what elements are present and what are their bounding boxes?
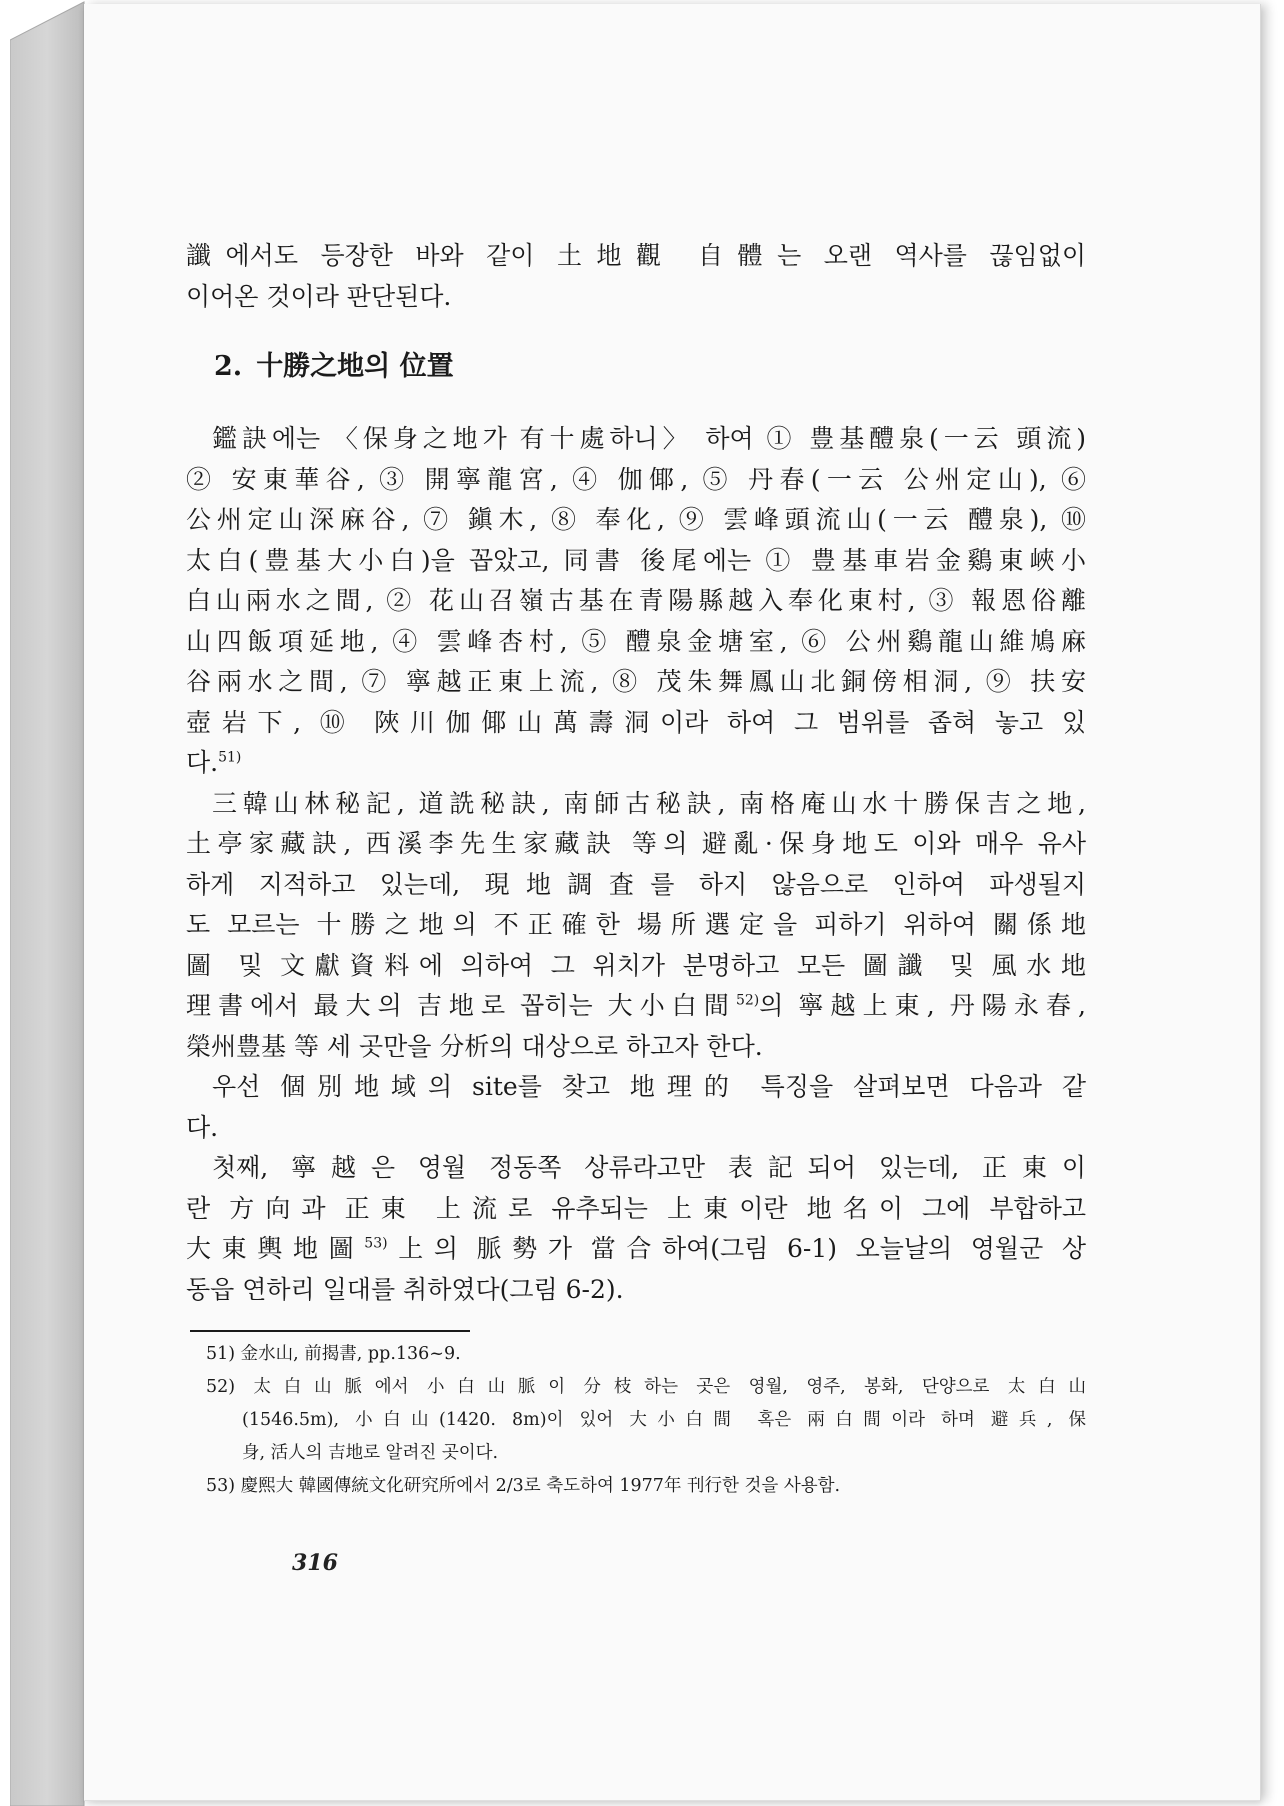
text-fragment: 理書에서 最大의 吉地로 꼽히는 大小白間 (186, 991, 736, 1020)
footnote-ref-53: 53) (364, 1235, 388, 1252)
page-body (186, 236, 1086, 1503)
footnote-line: 52) 太白山脈에서 小白山脈이 分枝하는 곳은 영월, 영주, 봉화, 단양으로 太白山 (206, 1377, 1086, 1397)
text-fragment: 上의 脈勢가 當合하여(그림 6-1) 오늘날의 영월군 상 (387, 1234, 1086, 1263)
text-line: 太白(豊基大小白)을 꼽았고, 同書 後尾에는 ① 豊基車岩金鷄東峽小 (186, 545, 1086, 575)
footnotes (186, 1338, 1086, 1503)
paragraph-secret-books (186, 784, 1086, 1068)
text-line: ② 安東華谷, ③ 開寧龍宮, ④ 伽倻, ⑤ 丹春(一云 公州定山), ⑥ (186, 464, 1086, 494)
paragraph-yeongwol (186, 1148, 1086, 1310)
text-fragment: 의 寧越上東, 丹陽永春, (759, 991, 1086, 1020)
text-line: 이어온 것이라 판단된다. (186, 281, 452, 311)
text-line: 도 모르는 十勝之地의 不正確한 場所選定을 피하기 위하여 關係地 (186, 910, 1086, 939)
text-line: 우선 個別地域의 site를 찾고 地理的 특징을 살펴보면 다음과 같 (212, 1072, 1086, 1101)
text-line: 白山兩水之間, ② 花山召嶺古基在青陽縣越入奉化東村, ③ 報恩俗離 (186, 586, 1086, 615)
book-spine-shape (10, 0, 88, 1806)
text-fragment: 다. (186, 748, 219, 777)
text-line (186, 743, 1086, 784)
intro-paragraph (186, 236, 1086, 317)
text-fragment: 大東輿地圖 (186, 1234, 365, 1263)
text-line: 公州定山深麻谷, ⑦ 鎭木, ⑧ 奉化, ⑨ 雲峰頭流山(一云 醴泉), ⑩ (186, 505, 1086, 534)
text-line: 다. (186, 1112, 219, 1142)
text-line (186, 1229, 1086, 1270)
page-number: 316 (292, 1550, 338, 1576)
footnote-divider (190, 1330, 470, 1332)
footnote-ref-51: 51) (218, 749, 242, 766)
text-line: 谷兩水之間, ⑦ 寧越正東上流, ⑧ 茂朱舞鳳山北銅傍相洞, ⑨ 扶安 (186, 667, 1086, 696)
section-title: 十勝之地의 位置 (256, 351, 454, 382)
text-line: 山四飯項延地, ④ 雲峰杏村, ⑤ 醴泉金塘室, ⑥ 公州鷄龍山維鳩麻 (186, 626, 1086, 656)
text-line: 榮州豊基 等 세 곳만을 分析의 대상으로 하고자 한다. (186, 1031, 763, 1061)
paragraph-site-intro (186, 1067, 1086, 1148)
section-heading (214, 347, 1086, 387)
text-line: 하게 지적하고 있는데, 現地調査를 하지 않음으로 인하여 파생될지 (186, 869, 1086, 899)
text-line: 圖 및 文獻資料에 의하여 그 위치가 분명하고 모든 圖讖 및 風水地 (186, 950, 1086, 980)
text-line: 讖에서도 등장한 바와 같이 土地觀 自體는 오랜 역사를 끊임없이 (186, 241, 1086, 270)
footnote-51: 51) 金水山, 前揭書, pp.136~9. (206, 1344, 461, 1364)
text-line: 壺岩下, ⑩ 陜川伽倻山萬壽洞이라 하여 그 범위를 좁혀 놓고 있 (186, 707, 1086, 737)
book-spine (10, 0, 88, 1806)
section-number: 2. (214, 351, 243, 382)
text-line: 鑑訣에는 〈保身之地가 有十處하니〉 하여 ① 豊基醴泉(一云 頭流) (212, 424, 1086, 453)
text-line: 土亭家藏訣, 西溪李先生家藏訣 等의 避亂·保身地도 이와 매우 유사 (186, 829, 1086, 858)
text-line: 란 方向과 正東 上流로 유추되는 上東이란 地名이 그에 부합하고 (186, 1193, 1086, 1223)
footnote-line: (1546.5m), 小白山(1420. 8m)이 있어 大小白間 혹은 兩白間이라 하며 避兵, 保 (242, 1410, 1086, 1430)
text-line: 첫째, 寧越은 영월 정동쪽 상류라고만 表記되어 있는데, 正東이 (212, 1153, 1086, 1182)
text-line: 三韓山林秘記, 道詵秘訣, 南師古秘訣, 南格庵山水十勝保吉之地, (212, 788, 1086, 818)
text-line (186, 986, 1086, 1027)
footnote-line: 身, 活人의 吉地로 알려진 곳이다. (242, 1443, 499, 1463)
paragraph-list-of-sites (186, 419, 1086, 784)
footnote-52 (186, 1371, 1086, 1470)
footnote-53: 53) 慶熙大 韓國傳統文化研究所에서 2/3로 축도하여 1977年 刊行한 것을 사용함. (206, 1476, 841, 1496)
footnote-ref-52: 52) (735, 992, 760, 1009)
text-line: 동읍 연하리 일대를 취하였다(그림 6-2). (186, 1274, 624, 1304)
